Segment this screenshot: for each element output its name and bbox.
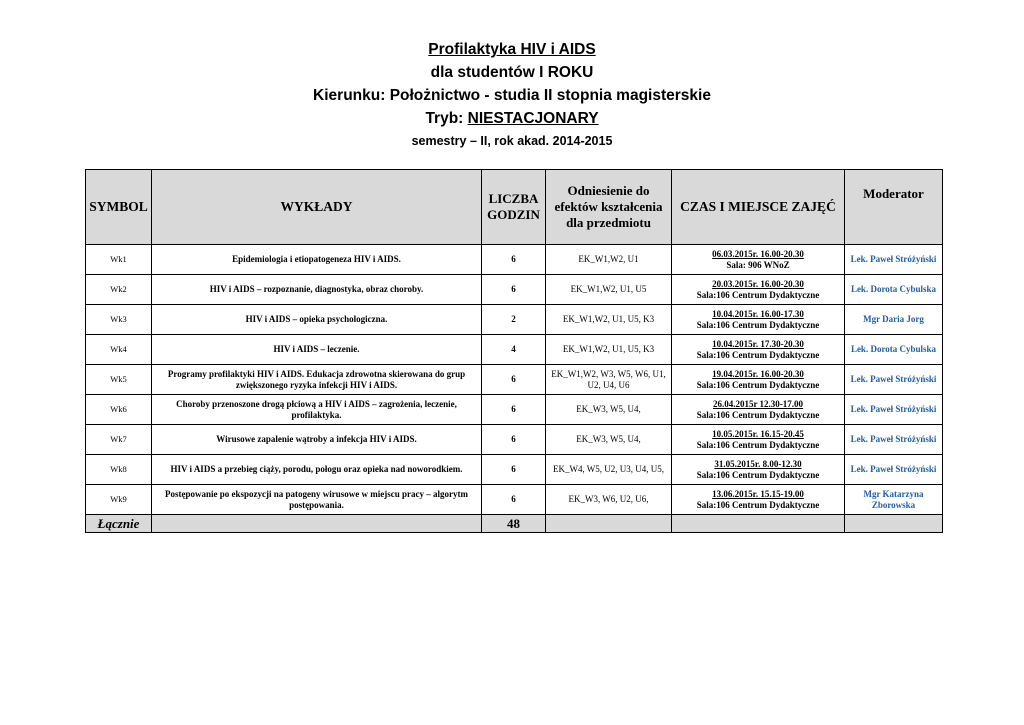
row-outcomes: EK_W1,W2, W3, W5, W6, U1, U2, U4, U6 (546, 365, 672, 395)
table-row (86, 485, 943, 515)
row-place: Sala:106 Centrum Dydaktyczne (696, 289, 820, 300)
row-lecture-title: HIV i AIDS – opieka psychologiczna. (152, 305, 482, 335)
row-time-place (672, 425, 845, 455)
row-date: 20.03.2015r. 16.00-20.30 (712, 278, 804, 289)
study-mode-value: NIESTACJONARY (467, 110, 599, 127)
row-date: 10.04.2015r. 16.00-17.30 (712, 308, 804, 319)
study-mode-prefix: Tryb: (425, 110, 468, 127)
total-row (86, 515, 943, 533)
row-place: Sala:106 Centrum Dydaktyczne (696, 409, 820, 420)
row-date: 10.05.2015r. 16.15-20.45 (712, 428, 804, 439)
row-outcomes: EK_W3, W5, U4, (546, 425, 672, 455)
row-hours: 6 (482, 365, 546, 395)
row-time-place (672, 455, 845, 485)
row-symbol: Wk8 (86, 455, 152, 485)
row-hours: 6 (482, 395, 546, 425)
row-hours: 6 (482, 485, 546, 515)
row-outcomes: EK_W3, W6, U2, U6, (546, 485, 672, 515)
total-label: Łącznie (86, 515, 152, 533)
row-symbol: Wk4 (86, 335, 152, 365)
field-of-study: Kierunku: Położnictwo - studia II stopnia magisterskie (313, 87, 711, 104)
row-date: 06.03.2015r. 16.00-20.30 (712, 248, 804, 259)
row-moderator: Lek. Paweł Stróżyński (845, 455, 943, 485)
row-outcomes: EK_W4, W5, U2, U3, U4, U5, (546, 455, 672, 485)
row-moderator: Lek. Paweł Stróżyński (845, 395, 943, 425)
row-lecture-title: Wirusowe zapalenie wątroby a infekcja HIV i AIDS. (152, 425, 482, 455)
total-empty-cell (546, 515, 672, 533)
table-row (86, 305, 943, 335)
total-empty-cell (672, 515, 845, 533)
row-date: 26.04.2015r 12.30-17.00 (712, 398, 804, 409)
row-place: Sala:106 Centrum Dydaktyczne (696, 439, 820, 450)
row-date: 19.04.2015r. 16.00-20.30 (712, 368, 804, 379)
row-time-place (672, 485, 845, 515)
row-time-place (672, 365, 845, 395)
table-row (86, 425, 943, 455)
header-moderator: Moderator (845, 170, 943, 245)
header-time-place: CZAS I MIEJSCE ZAJĘĆ (672, 170, 845, 245)
row-time-place (672, 275, 845, 305)
row-time-place (672, 245, 845, 275)
row-moderator: Lek. Dorota Cybulska (845, 275, 943, 305)
row-lecture-title: HIV i AIDS – rozpoznanie, diagnostyka, obraz choroby. (152, 275, 482, 305)
row-outcomes: EK_W1,W2, U1 (546, 245, 672, 275)
table-row (86, 245, 943, 275)
row-hours: 6 (482, 275, 546, 305)
row-moderator: Mgr Katarzyna Zborowska (845, 485, 943, 515)
schedule-table (85, 169, 943, 533)
total-hours: 48 (482, 515, 546, 533)
row-date: 13.06.2015r. 15.15-19.00 (712, 488, 804, 499)
row-symbol: Wk9 (86, 485, 152, 515)
row-hours: 6 (482, 455, 546, 485)
row-lecture-title: Postępowanie po ekspozycji na patogeny wirusowe w miejscu pracy – algorytm postępowania. (152, 485, 482, 515)
header-symbol: SYMBOL (86, 170, 152, 245)
row-moderator: Lek. Paweł Stróżyński (845, 245, 943, 275)
row-moderator: Lek. Paweł Stróżyński (845, 425, 943, 455)
row-symbol: Wk6 (86, 395, 152, 425)
row-place: Sala:106 Centrum Dydaktyczne (696, 379, 820, 390)
row-outcomes: EK_W1,W2, U1, U5 (546, 275, 672, 305)
row-time-place (672, 305, 845, 335)
table-row (86, 335, 943, 365)
row-lecture-title: Epidemiologia i etiopatogeneza HIV i AIDS. (152, 245, 482, 275)
row-hours: 6 (482, 245, 546, 275)
row-lecture-title: HIV i AIDS a przebieg ciąży, porodu, połogu oraz opieka nad noworodkiem. (152, 455, 482, 485)
student-year: dla studentów I ROKU (430, 64, 594, 81)
row-symbol: Wk7 (86, 425, 152, 455)
course-title: Profilaktyka HIV i AIDS (428, 41, 596, 58)
row-moderator: Mgr Daria Jorg (845, 305, 943, 335)
table-row (86, 455, 943, 485)
row-date: 10.04.2015r. 17.30-20.30 (712, 338, 804, 349)
row-symbol: Wk1 (86, 245, 152, 275)
row-symbol: Wk3 (86, 305, 152, 335)
row-moderator: Lek. Paweł Stróżyński (845, 365, 943, 395)
row-hours: 4 (482, 335, 546, 365)
table-row (86, 365, 943, 395)
table-header-row (86, 170, 943, 245)
row-lecture-title: HIV i AIDS – leczenie. (152, 335, 482, 365)
row-lecture-title: Choroby przenoszone drogą płciową a HIV i AIDS – zagrożenia, leczenie, profilaktyka. (152, 395, 482, 425)
header-learning-outcomes: Odniesienie do efektów kształcenia dla przedmiotu (546, 170, 672, 245)
document-header (0, 38, 1024, 152)
row-outcomes: EK_W3, W5, U4, (546, 395, 672, 425)
total-empty-cell (845, 515, 943, 533)
row-time-place (672, 395, 845, 425)
row-place: Sala: 906 WNoZ (726, 259, 790, 270)
header-hours: LICZBA GODZIN (482, 170, 546, 245)
row-place: Sala:106 Centrum Dydaktyczne (696, 469, 820, 480)
row-hours: 2 (482, 305, 546, 335)
row-lecture-title: Programy profilaktyki HIV i AIDS. Edukacja zdrowotna skierowana do grup zwiększonego ryzyka infekcji HIV i AIDS. (152, 365, 482, 395)
row-time-place (672, 335, 845, 365)
row-outcomes: EK_W1,W2, U1, U5, K3 (546, 335, 672, 365)
table-row (86, 395, 943, 425)
row-place: Sala:106 Centrum Dydaktyczne (696, 349, 820, 360)
header-lectures: WYKŁADY (152, 170, 482, 245)
total-empty-cell (152, 515, 482, 533)
row-place: Sala:106 Centrum Dydaktyczne (696, 499, 820, 510)
row-outcomes: EK_W1,W2, U1, U5, K3 (546, 305, 672, 335)
study-mode (0, 107, 1024, 130)
row-moderator: Lek. Dorota Cybulska (845, 335, 943, 365)
row-symbol: Wk2 (86, 275, 152, 305)
row-date: 31.05.2015r. 8.00-12.30 (714, 458, 802, 469)
row-symbol: Wk5 (86, 365, 152, 395)
row-hours: 6 (482, 425, 546, 455)
row-place: Sala:106 Centrum Dydaktyczne (696, 319, 820, 330)
semester-info: semestry – II, rok akad. 2014-2015 (411, 134, 613, 148)
table-row (86, 275, 943, 305)
